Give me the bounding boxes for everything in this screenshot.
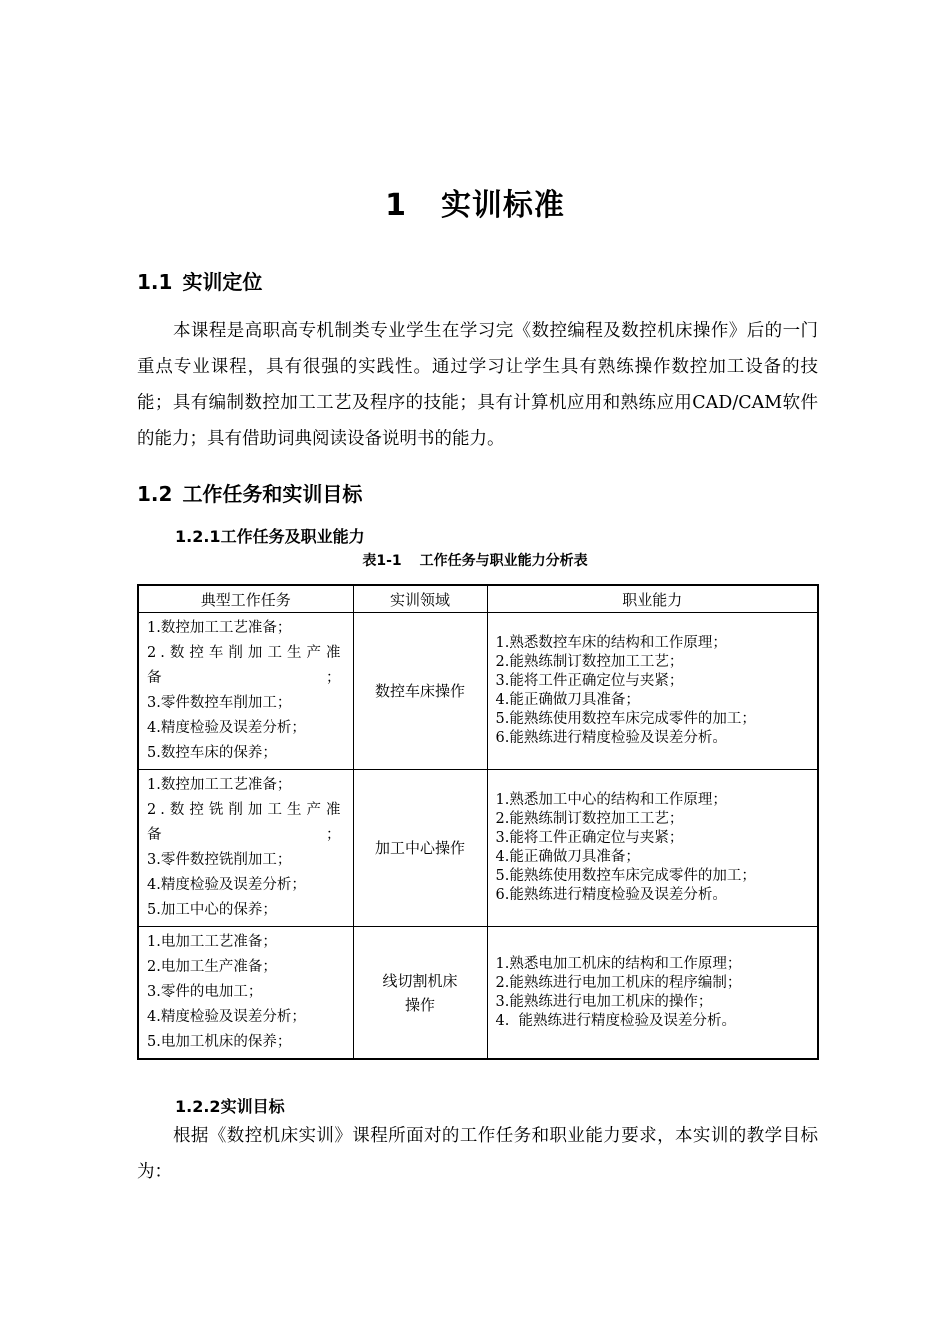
subsection-heading-1-2-1: 1.2.1工作任务及职业能力 xyxy=(175,527,365,546)
abilities-cell: 1.熟悉加工中心的结构和工作原理； 2.能熟练制订数控加工工艺； 3.能将工件正确定位与夹紧； 4.能正确做刀具准备； 5.能熟练使用数控车床完成零件的加工； 6.能熟练进行精度检验及误差分析。 xyxy=(487,770,818,927)
field-cell: 加工中心操作 xyxy=(353,770,487,927)
table-row xyxy=(138,927,818,1060)
table-row xyxy=(138,770,818,927)
section-1-2-2-paragraph: 根据《数控机床实训》课程所面对的工作任务和职业能力要求，本实训的教学目标为： xyxy=(137,1126,818,1182)
tasks-cell: 1.数控加工工艺准备； 2.数控铣削加工生产准备； 3.零件数控铣削加工； 4.精度检验及误差分析； 5.加工中心的保养； xyxy=(138,770,353,927)
table-row xyxy=(138,613,818,770)
chapter-title xyxy=(0,180,950,224)
header-training-field: 实训领域 xyxy=(353,585,487,613)
field-cell: 线切割机床操作 xyxy=(353,927,487,1060)
section-1-1-paragraph: 本课程是高职高专机制类专业学生在学习完《数控编程及数控机床操作》后的一门重点专业课程，具有很强的实践性。通过学习让学生具有熟练操作数控加工设备的技能；具有编制数控加工工艺及程序的技能；具有计算机应用和熟练应用CAD/CAM软件的能力；具有借助词典阅读设备说明书的能力。 xyxy=(137,321,818,449)
header-abilities: 职业能力 xyxy=(487,585,818,613)
chapter-number: 1 xyxy=(385,188,407,223)
table-header-row xyxy=(138,585,818,613)
subsection-heading-1-2-2: 1.2.2实训目标 xyxy=(175,1097,285,1116)
field-cell: 数控车床操作 xyxy=(353,613,487,770)
table-caption: 表1-1 工作任务与职业能力分析表 xyxy=(362,553,588,569)
section-heading-1-2: 1.2 工作任务和实训目标 xyxy=(137,482,363,506)
abilities-cell: 1.熟悉电加工机床的结构和工作原理； 2.能熟练进行电加工机床的程序编制； 3.能熟练进行电加工机床的操作； 4. 能熟练进行精度检验及误差分析。 xyxy=(487,927,818,1060)
task-ability-table xyxy=(137,584,819,1060)
header-typical-tasks: 典型工作任务 xyxy=(138,585,353,613)
tasks-cell: 1.数控加工工艺准备； 2.数控车削加工生产准备； 3.零件数控车削加工； 4.精度检验及误差分析； 5.数控车床的保养； xyxy=(138,613,353,770)
section-heading-1-1: 1.1 实训定位 xyxy=(137,270,263,294)
chapter-title-text: 实训标准 xyxy=(440,188,565,223)
abilities-cell: 1.熟悉数控车床的结构和工作原理； 2.能熟练制订数控加工工艺； 3.能将工件正确定位与夹紧； 4.能正确做刀具准备； 5.能熟练使用数控车床完成零件的加工； 6.能熟练进行精度检验及误差分析。 xyxy=(487,613,818,770)
tasks-cell: 1.电加工工艺准备； 2.电加工生产准备； 3.零件的电加工； 4.精度检验及误差分析； 5.电加工机床的保养； xyxy=(138,927,353,1060)
